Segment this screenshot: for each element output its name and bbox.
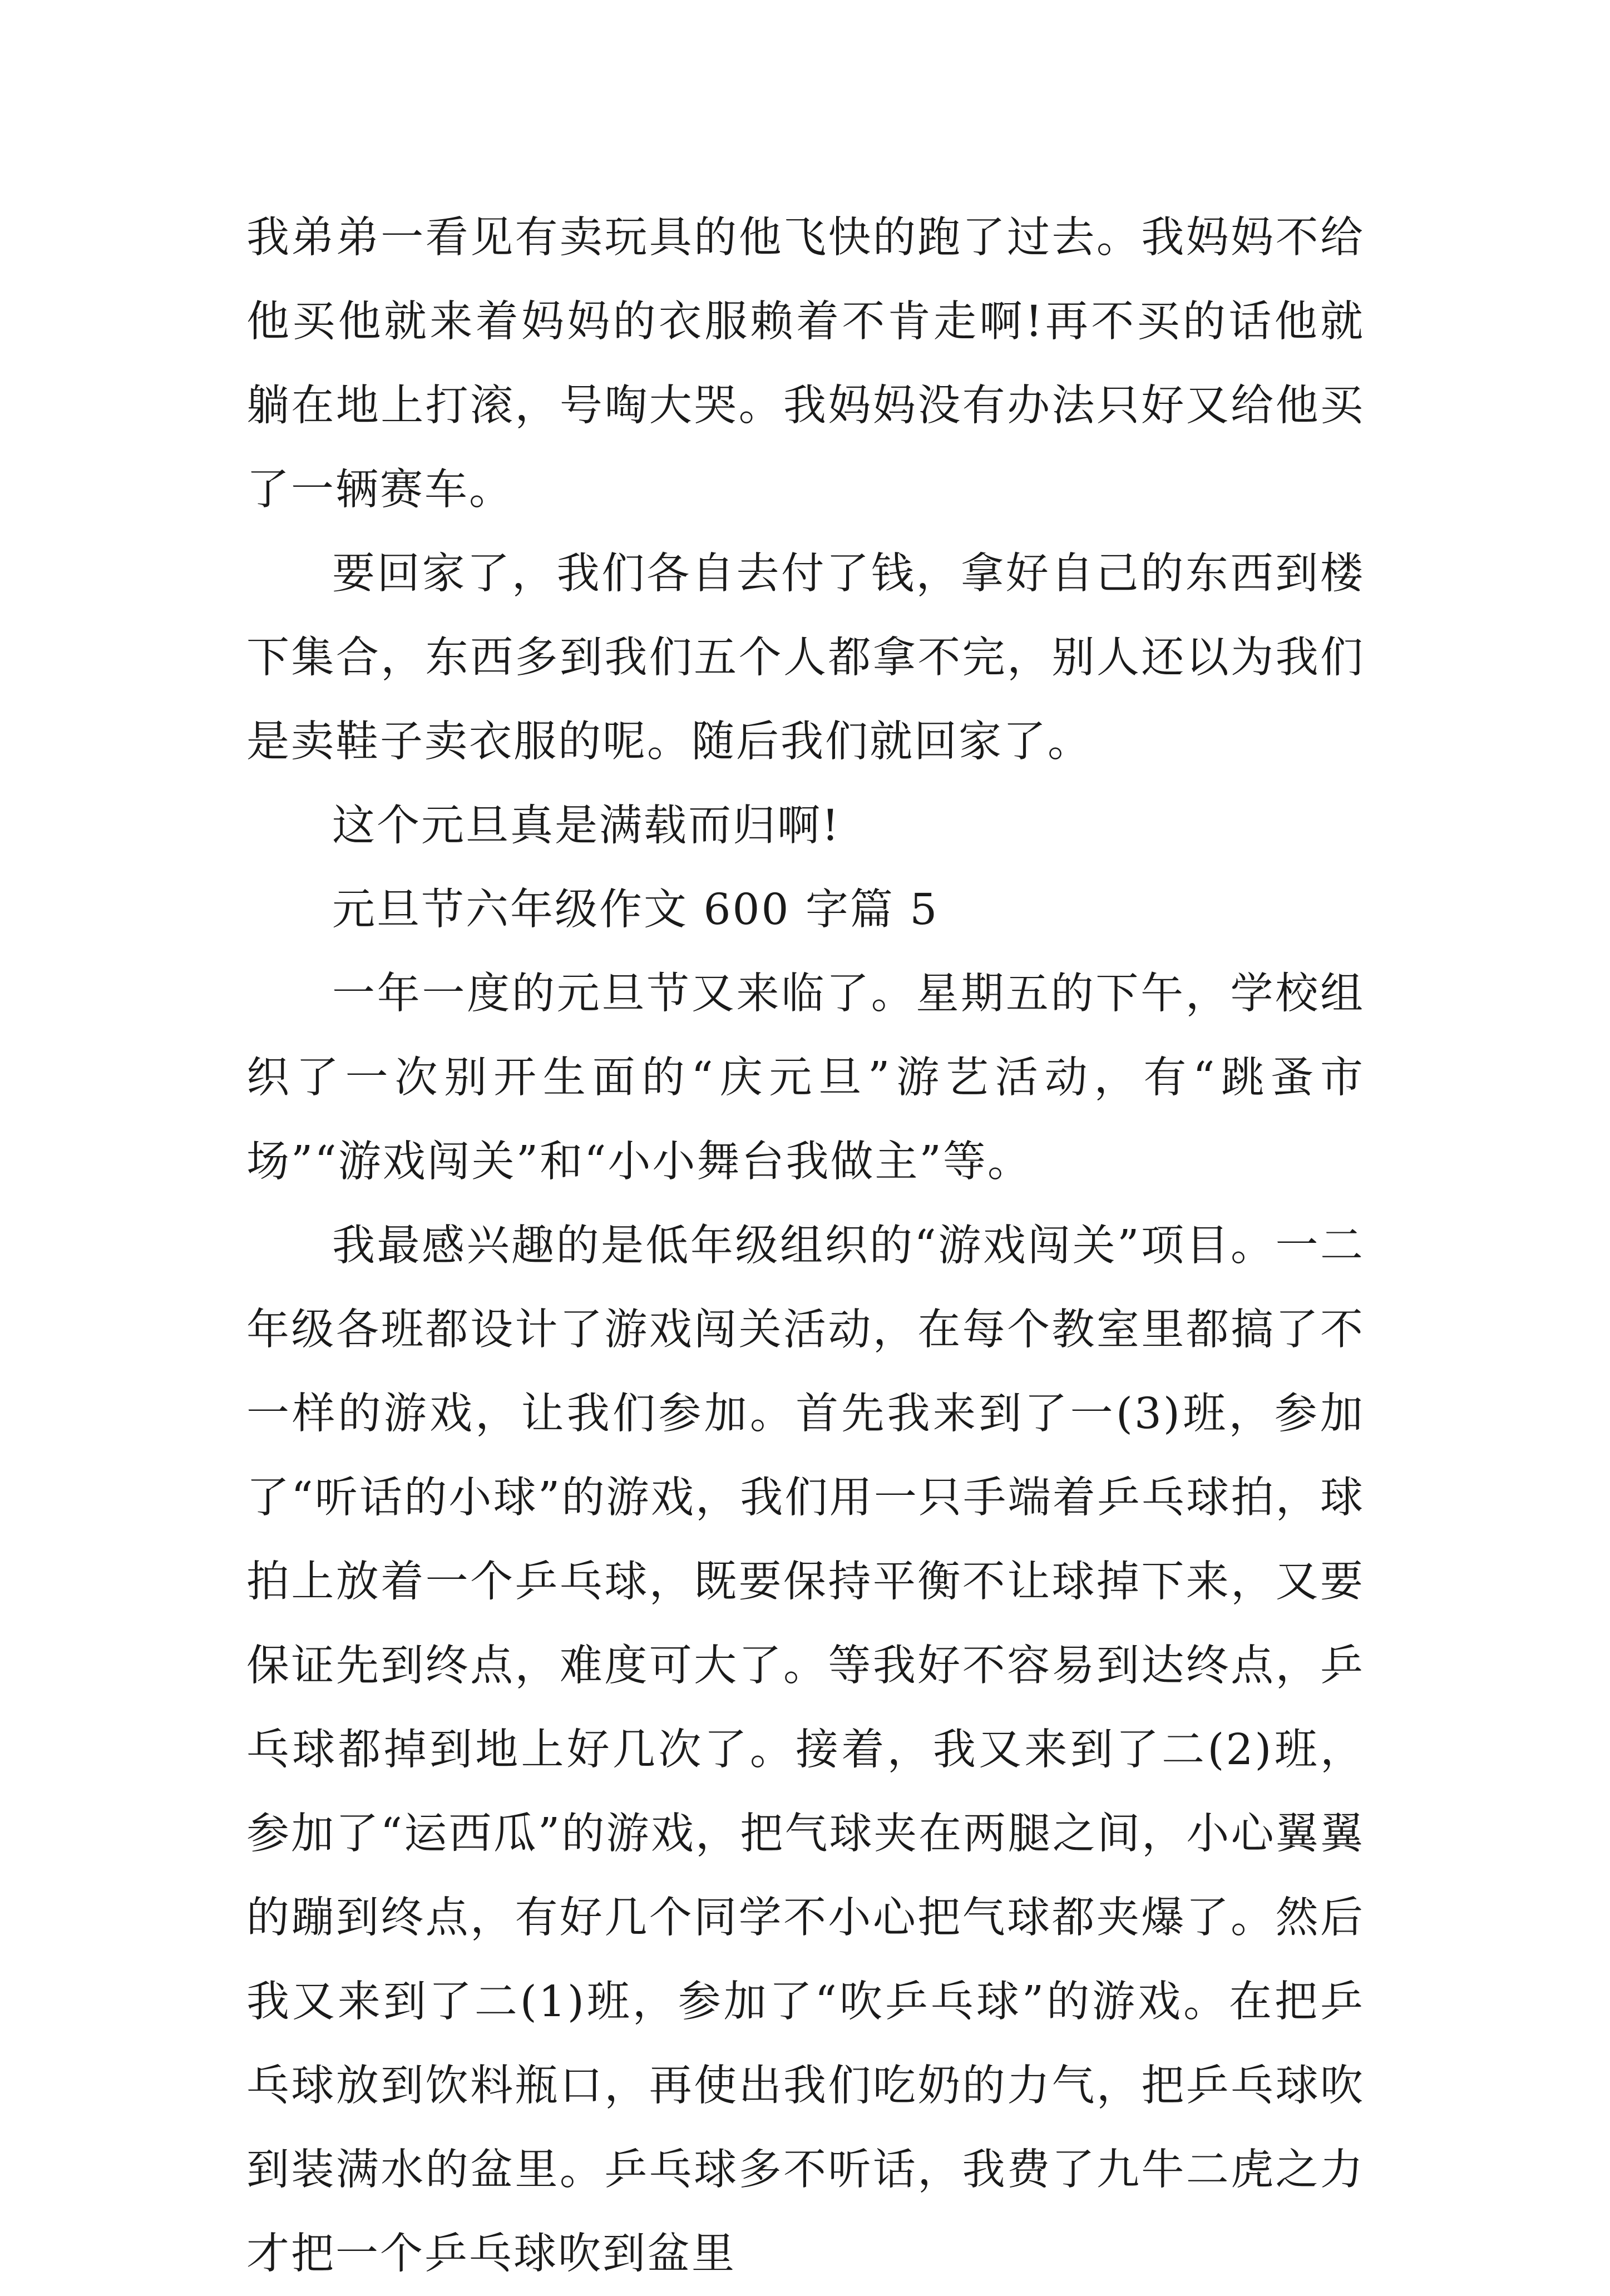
section-heading: 元旦节六年级作文 600 字篇 5 xyxy=(332,885,939,935)
paragraph-5: 我最感兴趣的是低年级组织的“游戏闯关”项目。一二年级各班都设计了游戏闯关活动，在每个教室里都搞了不一样的游戏，让我们参加。首先我来到了一(3)班，参加了“听话的小球”的游戏，我们用一只手端着乒乓球拍，球拍上放着一个乒乓球，既要保持平衡不让球掉下来，又要保证先到终点，难度可大了。等我好不容易到达终点，乒乓球都掉到地上好几次了。接着，我又来到了二(2)班，参加了“运西瓜”的游戏，把气球夹在两腿之间，小心翼翼的蹦到终点，有好几个同学不小心把气球都夹爆了。然后我又来到了二(1)班，参加了“吹乒乓球”的游戏。在把乒乓球放到饮料瓶口，再使出我们吃奶的力气，把乒乓球吹到装满水的盆里。乒乓球多不听话，我费了九牛二虎之力才把一个乒乓球吹到盆里 xyxy=(246,1221,1365,2279)
document-body xyxy=(246,196,1365,2296)
paragraph-1: 我弟弟一看见有卖玩具的他飞快的跑了过去。我妈妈不给他买他就来着妈妈的衣服赖着不肯走啊!再不买的话他就躺在地上打滚，号啕大哭。我妈妈没有办法只好又给他买了一辆赛车。 xyxy=(246,213,1365,515)
paragraph-3: 这个元旦真是满载而归啊! xyxy=(332,801,841,851)
paragraph-4: 一年一度的元旦节又来临了。星期五的下午，学校组织了一次别开生面的“庆元旦”游艺活动，有“跳蚤市场”“游戏闯关”和“小小舞台我做主”等。 xyxy=(246,969,1365,1187)
paragraph-2: 要回家了，我们各自去付了钱，拿好自己的东西到楼下集合，东西多到我们五个人都拿不完，别人还以为我们是卖鞋子卖衣服的呢。随后我们就回家了。 xyxy=(246,549,1365,767)
